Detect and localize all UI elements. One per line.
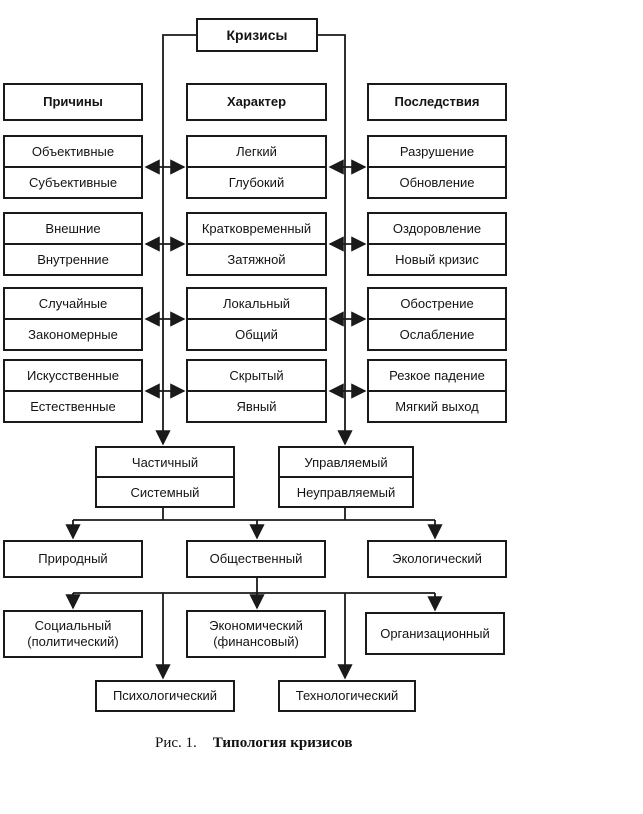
node-causes-header: Причины bbox=[3, 83, 143, 121]
node-partial: Частичный bbox=[131, 454, 199, 470]
node-shortterm-protracted bbox=[186, 212, 327, 276]
node-managed: Управляемый bbox=[304, 454, 388, 470]
node-recovery-newcrisis bbox=[367, 212, 507, 276]
figure-caption bbox=[155, 735, 352, 752]
node-random-regular bbox=[3, 287, 143, 351]
node-external: Внешние bbox=[45, 221, 101, 236]
node-economic-line2: (финансовый) bbox=[213, 634, 299, 649]
node-nature-type: Природный bbox=[3, 540, 143, 578]
node-subjective: Субъективные bbox=[5, 166, 141, 197]
node-mild-deep bbox=[186, 135, 327, 199]
node-natural: Естественные bbox=[5, 390, 141, 421]
node-technological: Технологический bbox=[278, 680, 416, 712]
node-general: Общий bbox=[188, 318, 325, 349]
node-shortterm: Кратковременный bbox=[201, 221, 312, 236]
node-hidden-evident bbox=[186, 359, 327, 423]
node-social-line1: Социальный bbox=[34, 618, 112, 633]
node-local-general bbox=[186, 287, 327, 351]
node-aggravation-weakening bbox=[367, 287, 507, 351]
node-economic-line1: Экономический bbox=[209, 618, 303, 633]
node-organizational: Организационный bbox=[365, 612, 505, 655]
node-hidden: Скрытый bbox=[229, 368, 284, 383]
node-managed-unmanaged bbox=[278, 446, 414, 508]
node-soft-exit: Мягкий выход bbox=[369, 390, 505, 421]
node-crises: Кризисы bbox=[196, 18, 318, 52]
figure-title: Типология кризисов bbox=[212, 735, 353, 751]
node-deep: Глубокий bbox=[188, 166, 325, 197]
node-mild: Легкий bbox=[236, 144, 277, 159]
node-artificial-natural bbox=[3, 359, 143, 423]
node-unmanaged: Неуправляемый bbox=[280, 476, 412, 506]
node-evident: Явный bbox=[188, 390, 325, 421]
node-external-internal bbox=[3, 212, 143, 276]
node-new-crisis: Новый кризис bbox=[369, 243, 505, 274]
node-objective: Объективные bbox=[31, 144, 115, 159]
node-psychological: Психологический bbox=[95, 680, 235, 712]
node-internal: Внутренние bbox=[5, 243, 141, 274]
node-destruction-renewal bbox=[367, 135, 507, 199]
figure-label: Рис. 1. bbox=[155, 735, 197, 751]
node-recovery: Оздоровление bbox=[392, 221, 482, 236]
node-objective-subjective bbox=[3, 135, 143, 199]
node-consequences-header: Последствия bbox=[367, 83, 507, 121]
node-ecological: Экологический bbox=[367, 540, 507, 578]
node-social-political bbox=[3, 610, 143, 658]
node-sharp-fall: Резкое падение bbox=[389, 368, 485, 383]
node-weakening: Ослабление bbox=[369, 318, 505, 349]
node-renewal: Обновление bbox=[369, 166, 505, 197]
node-economic-financial bbox=[186, 610, 326, 658]
node-aggravation: Обострение bbox=[400, 296, 474, 311]
node-random: Случайные bbox=[38, 296, 108, 311]
node-local: Локальный bbox=[222, 296, 291, 311]
node-character-header: Характер bbox=[186, 83, 327, 121]
node-social-line2: (политический) bbox=[27, 634, 119, 649]
node-regular: Закономерные bbox=[5, 318, 141, 349]
node-protracted: Затяжной bbox=[188, 243, 325, 274]
node-societal: Общественный bbox=[186, 540, 326, 578]
node-destruction: Разрушение bbox=[399, 144, 475, 159]
node-systemic: Системный bbox=[97, 476, 233, 506]
node-sharpfall-softexit bbox=[367, 359, 507, 423]
node-partial-systemic bbox=[95, 446, 235, 508]
node-artificial: Искусственные bbox=[27, 368, 119, 383]
